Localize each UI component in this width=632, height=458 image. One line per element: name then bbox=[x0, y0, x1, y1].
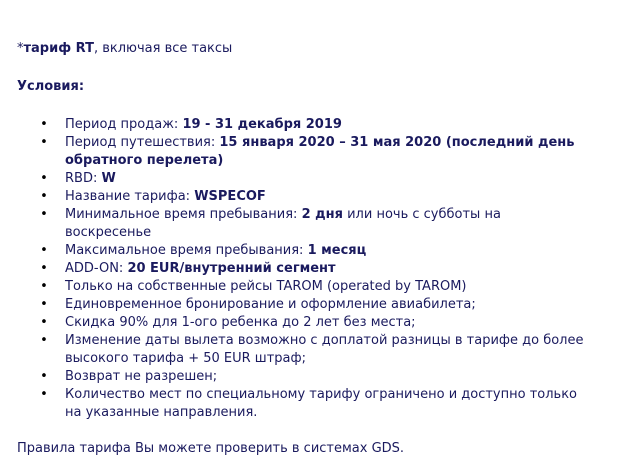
condition-value: 1 месяц bbox=[307, 243, 367, 258]
bullet-icon: • bbox=[40, 297, 48, 312]
condition-label: Минимальное время пребывания: bbox=[65, 207, 302, 222]
condition-text bbox=[65, 278, 585, 296]
bullet-icon: • bbox=[40, 135, 48, 150]
condition-text bbox=[65, 332, 585, 368]
bullet-icon: • bbox=[40, 117, 48, 132]
condition-label: Изменение даты вылета возможно с доплатой разницы в тарифе до более высокого тарифа + 50 EUR штраф; bbox=[65, 333, 584, 366]
condition-item bbox=[17, 314, 617, 332]
intro-fare-name: тариф RT bbox=[23, 41, 94, 56]
bullet-icon: • bbox=[40, 333, 48, 348]
condition-item bbox=[17, 116, 617, 134]
condition-text bbox=[65, 314, 585, 332]
bullet-icon: • bbox=[40, 369, 48, 384]
condition-value: W bbox=[101, 171, 116, 186]
condition-label: Единовременное бронирование и оформление авиабилета; bbox=[65, 297, 476, 312]
condition-item bbox=[17, 368, 617, 386]
condition-label: Название тарифа: bbox=[65, 189, 195, 204]
bullet-icon: • bbox=[40, 243, 48, 258]
condition-item bbox=[17, 386, 617, 422]
fare-intro bbox=[17, 40, 617, 58]
condition-item bbox=[17, 134, 617, 170]
condition-label: Возврат не разрешен; bbox=[65, 369, 218, 384]
condition-label: Период путешествия: bbox=[65, 135, 220, 150]
bullet-icon: • bbox=[40, 315, 48, 330]
condition-text bbox=[65, 116, 585, 134]
condition-value: 20 EUR/внутренний сегмент bbox=[127, 261, 336, 276]
intro-rest: , включая все таксы bbox=[93, 41, 233, 56]
condition-label: Максимальное время пребывания: bbox=[65, 243, 308, 258]
condition-text bbox=[65, 368, 585, 386]
condition-item bbox=[17, 260, 617, 278]
bullet-icon: • bbox=[40, 261, 48, 276]
condition-item bbox=[17, 206, 617, 242]
bullet-icon: • bbox=[40, 207, 48, 222]
condition-label: Количество мест по специальному тарифу ограничено и доступно только на указанные направления. bbox=[65, 387, 578, 420]
condition-label: Скидка 90% для 1-ого ребенка до 2 лет без места; bbox=[65, 315, 416, 330]
condition-suffix: или ночь с субботы на воскресенье bbox=[65, 207, 501, 240]
bullet-icon: • bbox=[40, 387, 48, 402]
condition-item bbox=[17, 296, 617, 314]
condition-item bbox=[17, 278, 617, 296]
condition-item bbox=[17, 332, 617, 368]
condition-value: 2 дня bbox=[301, 207, 343, 222]
intro-prefix: * bbox=[17, 41, 24, 56]
condition-item bbox=[17, 242, 617, 260]
condition-label: ADD-ON: bbox=[65, 261, 128, 276]
condition-text bbox=[65, 260, 585, 278]
condition-text bbox=[65, 188, 585, 206]
condition-text bbox=[65, 386, 585, 422]
condition-item bbox=[17, 170, 617, 188]
condition-label: Период продаж: bbox=[65, 117, 183, 132]
bullet-icon: • bbox=[40, 171, 48, 186]
condition-value: 15 января 2020 – 31 мая 2020 (последний день обратного перелета) bbox=[65, 135, 575, 168]
condition-value: 19 - 31 декабря 2019 bbox=[182, 117, 342, 132]
condition-text bbox=[65, 134, 585, 170]
condition-label: RBD: bbox=[65, 171, 102, 186]
condition-text bbox=[65, 242, 585, 260]
condition-text bbox=[65, 206, 585, 242]
condition-item bbox=[17, 188, 617, 206]
footer-note: Правила тарифа Вы можете проверить в системах GDS. bbox=[17, 441, 405, 456]
bullet-icon: • bbox=[40, 189, 48, 204]
condition-value: WSPECOF bbox=[194, 189, 266, 204]
bullet-icon: • bbox=[40, 279, 48, 294]
condition-text bbox=[65, 170, 585, 188]
condition-label: Только на собственные рейсы TAROM (operated by TAROM) bbox=[65, 279, 467, 294]
conditions-list bbox=[17, 116, 617, 422]
document-body bbox=[17, 40, 617, 458]
conditions-heading: Условия: bbox=[17, 79, 85, 94]
condition-text bbox=[65, 296, 585, 314]
